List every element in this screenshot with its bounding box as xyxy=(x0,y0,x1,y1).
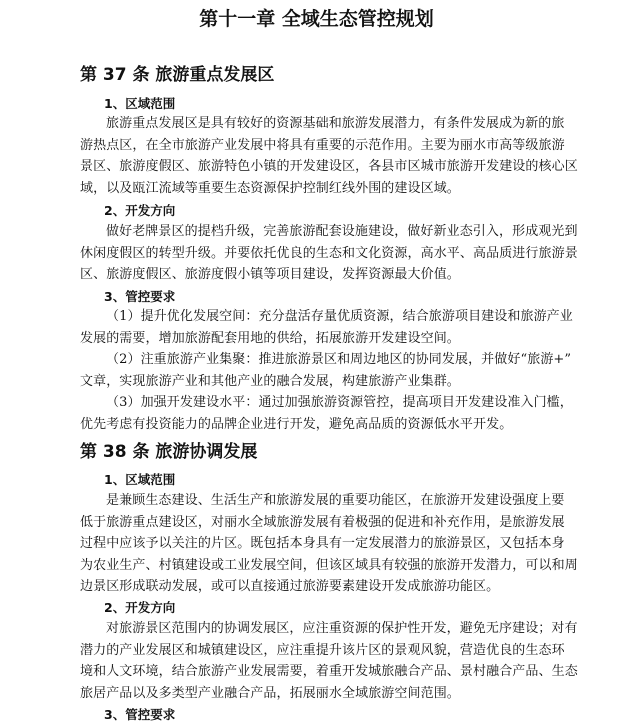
paragraph-line: 优先考虑有投资能力的品牌企业进行开发，避免高品质的资源低水平开发。 xyxy=(80,416,513,432)
paragraph-line: 景区、旅游度假区、旅游特色小镇的开发建设区，各县市区城市旅游开发建设的核心区 xyxy=(80,159,578,174)
article-37-control-heading: 3、管控要求 xyxy=(104,289,176,304)
paragraph-line: （3）加强开发建设水平：通过加强旅游资源管控，提高项目开发建设准入门槛， xyxy=(106,395,573,410)
paragraph-line: （1）提升优化发展空间：充分盘活存量优质资源，结合旅游项目建设和旅游产业 xyxy=(106,309,573,324)
article-38-direction-heading: 2、开发方向 xyxy=(104,600,176,615)
article-37-direction-heading: 2、开发方向 xyxy=(104,203,176,218)
article-38-region-heading: 1、区域范围 xyxy=(104,472,176,487)
paragraph-line: 旅游重点发展区是具有较好的资源基础和旅游发展潜力，有条件发展成为新的旅 xyxy=(106,116,565,131)
paragraph-line: 旅居产品以及多类型产业融合产品，拓展丽水全域旅游空间范围。 xyxy=(80,685,460,701)
article-38-control-heading: 3、管控要求 xyxy=(104,707,176,722)
article-37-region-heading: 1、区域范围 xyxy=(104,96,176,111)
paragraph-line: 区、旅游度假区、旅游度假小镇等项目建设，发挥资源最大价值。 xyxy=(80,267,460,282)
paragraph-line: 是兼顾生态建设、生活生产和旅游发展的重要功能区，在旅游开发建设强度上要 xyxy=(106,493,565,508)
paragraph-line: 境和人文环境，结合旅游产业发展需要，着重开发城旅融合产品、景村融合产品、生态 xyxy=(80,664,578,679)
paragraph-line: 边景区形成联动发展，或可以直接通过旅游要素建设开发成旅游功能区。 xyxy=(80,579,500,594)
chapter-title: 第十一章 全域生态管控规划 xyxy=(199,8,434,30)
paragraph-line: 域，以及瓯江流域等重要生态资源保护控制红线外围的建设区域。 xyxy=(80,180,460,196)
article-37-control-item-3 xyxy=(80,392,573,435)
paragraph-line: 低于旅游重点建设区，对丽水全域旅游发展有着极强的促进和补充作用，是旅游发展 xyxy=(80,514,565,530)
article-37-direction-paragraph xyxy=(80,221,578,286)
paragraph-line: 过程中应该予以关注的片区。既包括本身具有一定发展潜力的旅游景区，又包括本身 xyxy=(80,536,565,551)
paragraph-line: （2）注重旅游产业集聚：推进旅游景区和周边地区的协同发展，并做好“旅游+” xyxy=(106,352,572,367)
paragraph-line: 为农业生产、村镇建设或工业发展空间，但该区域具有较强的旅游开发潜力，可以和周 xyxy=(80,557,578,573)
paragraph-line: 做好老牌景区的提档升级，完善旅游配套设施建设，做好新业态引入，形成观光到 xyxy=(106,224,578,239)
paragraph-line: 潜力的产业发展区和城镇建设区，应注重提升该片区的景观风貌，营造优良的生态环 xyxy=(80,642,565,658)
article-38-direction-paragraph xyxy=(80,618,578,704)
paragraph-line: 游热点区，在全市旅游产业发展中将具有重要的示范作用。主要为丽水市高等级旅游 xyxy=(80,137,565,153)
paragraph-line: 对旅游景区范围内的协调发展区，应注重资源的保护性开发，避免无序建设；对有 xyxy=(106,621,578,636)
article-37-control-item-1 xyxy=(80,306,573,349)
article-38-region-paragraph xyxy=(80,490,578,598)
article-37-control-item-2 xyxy=(80,349,572,392)
paragraph-line: 休闲度假区的转型升级。并要依托优良的生态和文化资源，高水平、高品质进行旅游景 xyxy=(80,245,578,261)
article-37-title: 第 37 条 旅游重点发展区 xyxy=(80,65,275,85)
article-38-title: 第 38 条 旅游协调发展 xyxy=(80,442,258,462)
paragraph-line: 文章，实现旅游产业和其他产业的融合发展，构建旅游产业集群。 xyxy=(80,373,460,389)
paragraph-line: 发展的需要，增加旅游配套用地的供给，拓展旅游开发建设空间。 xyxy=(80,330,460,346)
article-37-region-paragraph xyxy=(80,113,578,199)
